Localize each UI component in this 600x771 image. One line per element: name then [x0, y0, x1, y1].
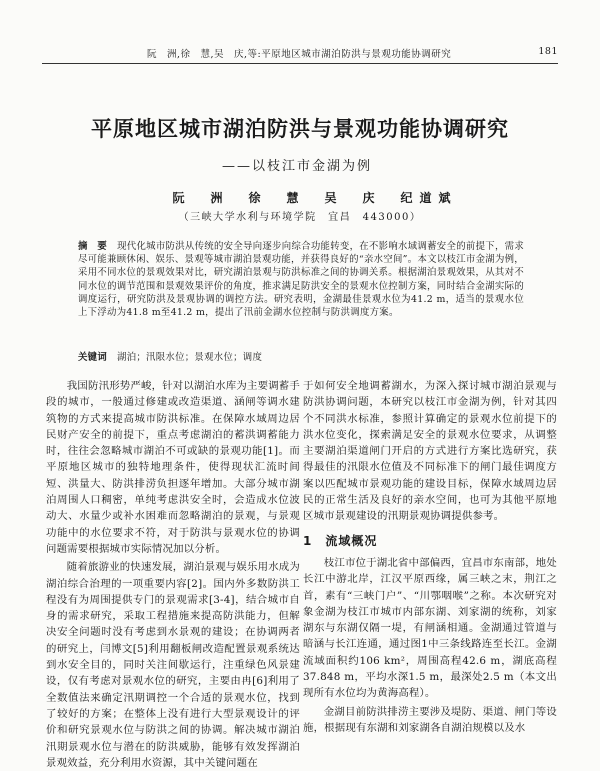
paper-subtitle: ——以枝江市金湖为例 — [222, 159, 373, 174]
keywords-text: 湖泊；汛限水位；景观水位；调度 — [117, 352, 263, 363]
abstract-text: 现代化城市防洪从传统的安全导向逐步向综合功能转变，在不影响水域调蓄安全的前提下，需求尽可能兼顾休闲、娱乐、景观等城市湖泊景观功能，并获得良好的“亲水空间”。本文以枝江市金湖为例，采用不同水位的景观效果对比，研究湖泊景观与防洪标准之间的协调关系。根据湖泊景观效果，从其对不同水位的调节范围和景观效果评价的角度，推求满足防洪安全的景观水位控制方案，同时结合金湖实际的调度运行，研究防洪及景观协调的调控方法。研究表明，金湖最佳景观水位为41.2 m，适当的景观水位上下浮动为41.8 m至41.2 m，提出了汛前金湖水位控制与防洪调度方案。 — [78, 241, 524, 319]
left-column — [46, 378, 300, 771]
keywords — [78, 349, 524, 363]
page-number: 181 — [538, 46, 558, 57]
author-affiliation: （三峡大学水利与环境学院 宜昌 443000） — [178, 212, 422, 223]
section-heading: 1 流域概况 — [303, 533, 378, 548]
author-list: 阮 洲 徐 慧 吴 庆 纪道斌 — [172, 191, 458, 205]
body-paragraph: 金湖目前防洪排涝主要涉及堤防、渠道、闸门等设施，根据现有东湖和刘家湖各自湖泊规模以及水 — [303, 705, 557, 734]
abstract — [78, 240, 524, 319]
header-divider — [42, 63, 558, 64]
right-column — [303, 378, 557, 736]
abstract-label: 摘 要 — [78, 241, 108, 252]
running-head — [42, 46, 558, 62]
body-paragraph: 我国防汛形势严峻，针对以湖泊水库为主要调蓄手段的城市，一般通过修建或改造渠道、涵闸等调水建筑物的方式来提高城市防洪标准。在保障水域周边居民财产安全的前提下，重点考虑湖泊的蓄洪调蓄能力时，往往会忽略城市湖泊不可或缺的景观功能[1]。而平原地区城市的独特地理条件，使得现状汇流时间短、洪量大、防洪排涝负担逐年增加。大部分城市湖泊周围人口稠密，单纯考虑洪安全时，会造成水位波动大、水量少或补水困难而忽略湖泊的景观，与景观功能中的水位要求不符，对于防洪与景观水位的协调问题需要根据城市实际情况加以分析。 — [46, 380, 300, 555]
body-paragraph: 枝江市位于湖北省中部偏西，宜昌市东南部，地处长江中游北岸，江汉平原西缘，属三峡之末，荆江之首，素有“三峡门户”、“川鄂咽喉”之称。本次研究对象金湖为枝江市城市内部东湖、刘家湖的统称，刘家湖东与东湖仅隔一堤，有闸涵相通。金湖通过管道与暗涵与长江连通，通过图1中三条线路连至长江。金湖流域面积约106 km²，周围高程42.6 m，湖底高程37.848 m，平均水深1.5 m，最深处2.5 m（本文出现所有水位均为黄海高程）。 — [303, 556, 557, 700]
body-paragraph: 随着旅游业的快速发展，湖泊景观与娱乐用水成为湖泊综合治理的一项重要内容[2]。国内外多数防洪工程没有为周围提供专门的景观需求[3-4]，结合城市自身的需求研究，采取工程措施来提高防洪能力，但解决安全问题时没有考虑到水景观的建设；在协调两者的研究上，闫博文[5]利用翻板闸改造配置景观系统达到水安全目的，同时关注间歇运行，注重绿色风景建设，仅有考虑对景观水位的研究，主要由冉[6]利用了全数值法来确定汛期调控一个合适的景观水位，找到了较好的方案；在整体上没有进行大型景观设计的评价和研究景观水位与防洪之间的协调。解决城市湖泊汛期景观水位与潜在的防洪威胁，能够有效发挥湖泊景观效益，充分利用水资源，其中关键问题在 — [46, 561, 300, 769]
keywords-label: 关键词 — [78, 352, 108, 363]
paper-title: 平原地区城市湖泊防洪与景观功能协调研究 — [91, 117, 509, 141]
body-paragraph-continued: 于如何安全地调蓄湖水，为深入探讨城市湖泊景观与防洪协调问题，本研究以枝江市金湖为例，针对其四个不同洪水标准，参照计算确定的景观水位前提下的洪水位变化，探索满足安全的景观水位要求，从调整主要湖泊渠道闸门开启的方式进行方案比选研究，获得最佳的汛限水位值及不同标准下的闸门最佳调度方案以匹配城市景观功能的建设目标，保障水域周边居民的正常生活及良好的亲水空间，也可为其他平原地区城市景观建设的汛期景观协调提供参考。 — [303, 380, 557, 523]
running-head-text: 阮 洲,徐 慧,吴 庆,等:平原地区城市湖泊防洪与景观功能协调研究 — [147, 49, 452, 60]
